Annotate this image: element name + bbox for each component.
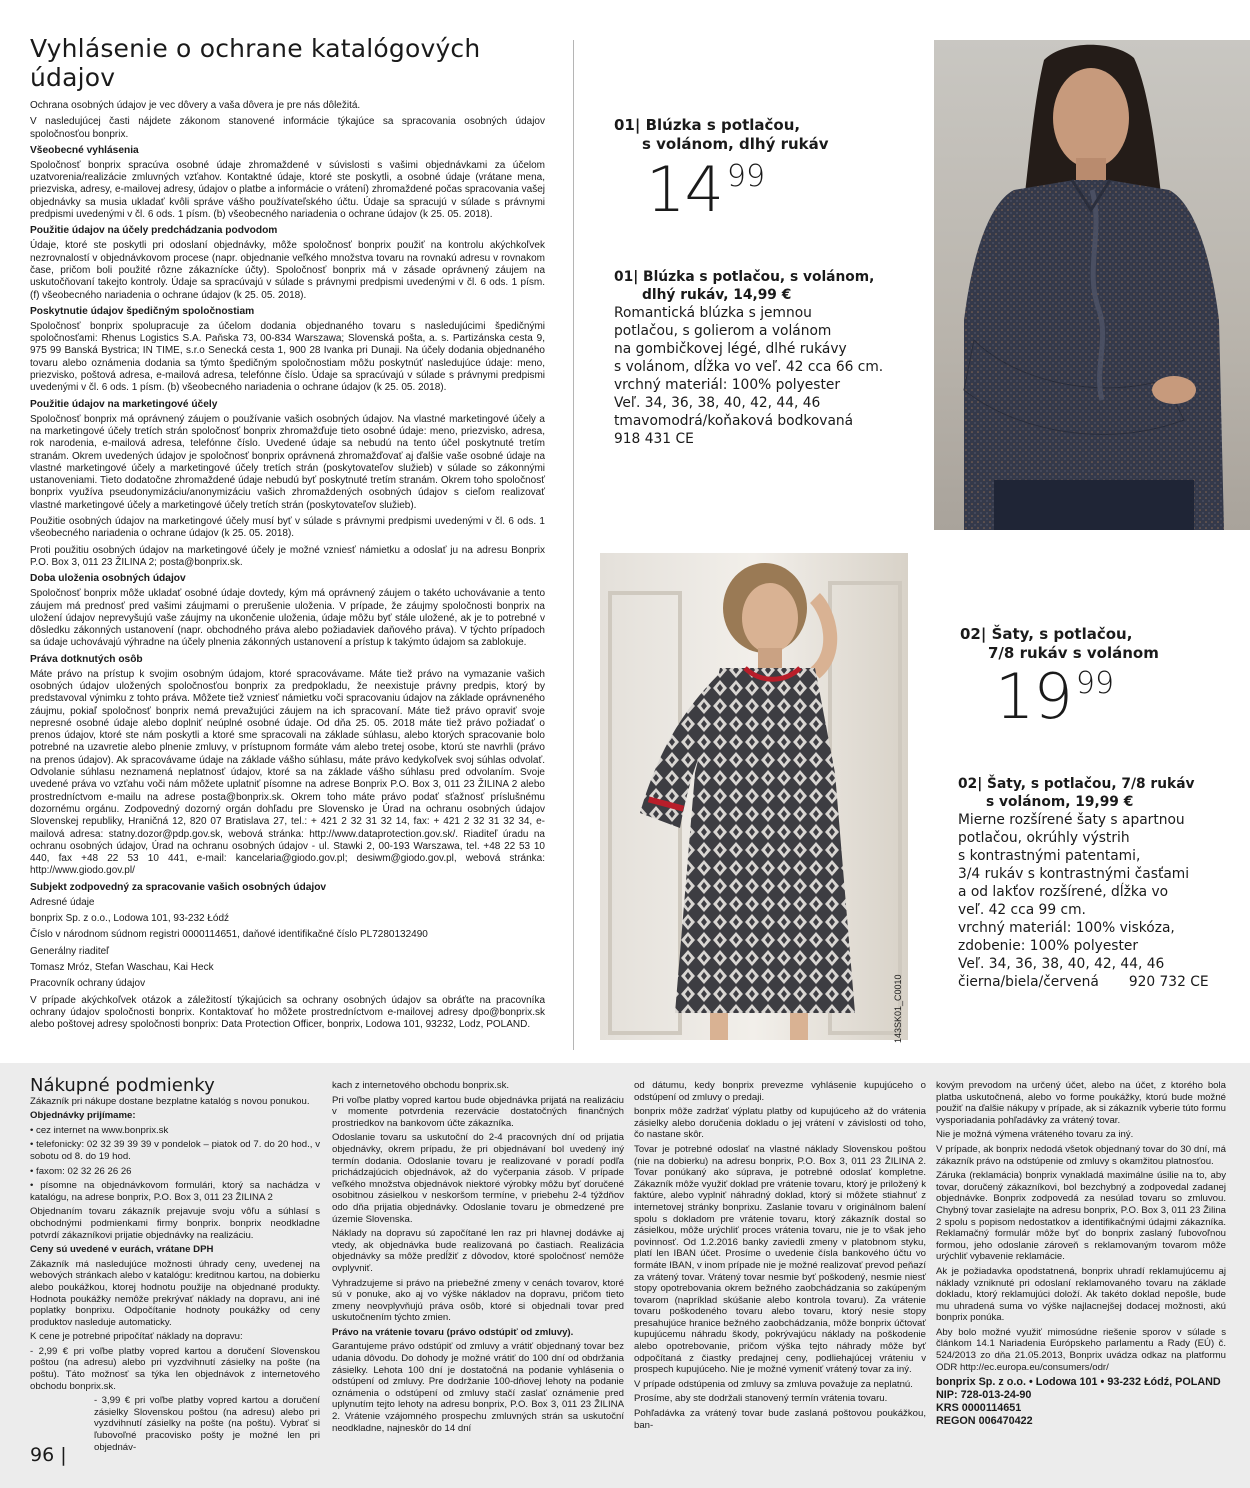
terms-paragraph: Záruka (reklamácia) bonprix vynakladá maximálne úsilie na to, aby tovar, doručený zákazníkovi, bol bezchybný a zodpovedal zadanej objednávke. Bonprix zodpovedá za nesúlad tovaru so zmluvou. Chybný tovar zasielajte na adresu bonprix, P.O. Box 3, 011 23 Žilina 2 spolu s popisom nedostatkov a identifikačnými údajmi zákazníka. Reklamačný formulár môže byť do bonprix zaslaný ľubovoľnou formou, jeho odoslanie zároveň s reklamovaným tovarom môže urýchliť vybavenie reklamácie.	[936, 1170, 1226, 1263]
photo-code	[893, 955, 907, 1045]
headline-line: s volánom, dlhý rukáv	[642, 135, 829, 153]
terms-column-3	[634, 1080, 926, 1434]
section-text: Máte právo na prístup k svojim osobným údajom, ktoré spracovávame. Máte tiež právo na vymazanie vašich osobných údajov uložených spoločnosťou bonprix za predpokladu, že neexistuje právny predpis, ktorý by predstavoval výnimku z tohto práva. Môžete tiež vzniesť námietku voči spracovaniu údajov na základe oprávneného záujmu, pokiaľ spoločnosť bonprix nemá prevažujúci záujem na ich spracovaní. Máte tiež právo opraviť svoje nepresné osobné údaje alebo doplniť neúplné osobné údaje. Od dňa 25. 05. 2018 máte tiež právo požiadať o prenos údajov, ktoré ste nám poskytli a ktoré sme spracovali na základe súhlasu, alebo ktorých spracovanie bolo potrebné na uzavretie alebo plnenie zmluvy, v prístupnom formáte vám alebo tretej osobe, ktorú ste navrhli (právo na prenos údajov). Ak spracovávame údaje na základe vášho súhlasu, máte právo kedykoľvek svoj súhlas odvolať. Odvolanie súhlasu neznamená neplatnosť údajov, ktoré sa na základe vášho súhlasu pred odvolaním. Svoje uvedené práva vo vzťahu voči nám môžete uplatniť písomne na adrese Bonprix P.O. Box 3, 011 23 ŽILINA 2 alebo prostredníctvom e-mailu na adrese posta@bonprix.sk. Okrem toho máte právo podať sťažnosť príslušnému dozornému orgánu. Zodpovedný dozorný orgán dohľadu pre Slovensko je Úrad na ochranu osobných údajov Slovenskej republiky, Hraničná 12, 820 07 Bratislava 27, tel.: + 421 2 32 31 32 14, fax: + 421 2 32 31 32 34, e-mailová adresa: statny.dozor@pdp.gov.sk, webová stránka: http://www.dataprotection.gov.sk/. Riaditeľ úradu na ochranu osobných údajov, Úrad na ochranu osobných údajov - ul. Stawki 2, 00-193 Warszawa, tel. +48 22 53 10 440, fax +48 22 53 10 441, e-mail: kancelaria@giodo.gov.pl; desiwm@giodo.gov.pl, webová stránka: http://www.giodo.gov.pl/	[30, 668, 545, 877]
price-cents: 99	[726, 159, 766, 194]
desc-line: vrchný materiál: 100% polyester	[614, 377, 841, 393]
field-label: Pracovník ochrany údajov	[30, 978, 146, 990]
terms-paragraph: Náklady na dopravu sú započítané len raz pri hlavnej dodávke aj vtedy, ak objednávka bude realizovaná po častiach. Realizácia objednávky sa môže predĺžiť z dôvodov, ktoré spoločnosť nemôže ovplyvniť.	[332, 1228, 624, 1274]
desc-line	[958, 973, 1248, 991]
section-heading: Práva dotknutých osôb	[30, 653, 143, 665]
product1-price	[646, 153, 766, 226]
product-number: 01	[614, 116, 635, 134]
field-value: bonprix Sp. z o.o., Lodowa 101, 93-232 Łódź	[30, 913, 230, 925]
terms-column-1	[30, 1075, 320, 1456]
field-value: Tomasz Mróz, Stefan Waschau, Kai Heck	[30, 961, 214, 973]
terms-paragraph: od dátumu, kedy bonprix prevezme vyhlásenie kupujúceho o odstúpení od zmluvy o predaji.	[634, 1080, 926, 1103]
terms-paragraph: Objednaním tovaru zákazník prejavuje svoju vôľu a súhlasí s obchodnými podmienkami firmy bonprix. bonprix neodkladne potvrdí zákazníkovi prijatie objednávky na realizáciu.	[30, 1206, 320, 1241]
terms-paragraph: Nie je možná výmena vráteného tovaru za iný.	[936, 1129, 1134, 1141]
price-main: 19	[995, 660, 1072, 733]
terms-paragraph: bonprix môže zadržať výplatu platby od kupujúceho až do vrátenia zásielky alebo doručenia dokladu o jej vrátení v závislosti od toho, čo nastane skôr.	[634, 1106, 926, 1141]
product2-photo	[600, 553, 908, 1040]
desc-line: 918 431 CE	[614, 431, 694, 447]
terms-paragraph: Pri voľbe platby vopred kartou bude objednávka prijatá na realizáciu v momente potvrdenia rezervácie dostatočných finančných prostriedkov na bankovom účte zákazníka.	[332, 1094, 624, 1129]
desc-title: Blúzka s potlačou, s volánom,	[643, 269, 875, 285]
desc-line: veľ. 42 cca 99 cm.	[958, 902, 1086, 918]
terms-paragraph: Zákazník má nasledujúce možnosti úhrady ceny, uvedenej na webových stránkach alebo v katalógu: kreditnou kartou, na dobierku alebo poukážkou, ktorej hodnotu použije na objednané produkty. Hodnota poukážky nemôže prekrývať náklady na dopravu, ani iné poplatky bonprixu. Odpočítanie hodnoty poukážky od ceny produktov nasleduje automaticky.	[30, 1258, 320, 1328]
desc-line: Veľ. 34, 36, 38, 40, 42, 44, 46	[614, 395, 821, 411]
column-divider	[573, 40, 574, 1050]
company-line: NIP: 728-013-24-90	[936, 1389, 1032, 1402]
desc-line: tmavomodrá/koňaková bodkovaná	[614, 413, 854, 429]
price-main: 14	[646, 153, 723, 226]
section-text: Proti použitiu osobných údajov na marketingové účely je možné vzniesť námietku a odoslať ju na adresu Bonprix P.O. Box 3, 011 23 ŽILINA 2; posta@bonprix.sk.	[30, 544, 545, 568]
terms-paragraph: • písomne na objednávkovom formulári, ktorý sa nachádza v katalógu, na adrese bonprix, P.O. Box 3, 011 23 ŽILINA 2	[30, 1180, 320, 1203]
desc-line: potlačou, okrúhly výstrih	[958, 830, 1130, 846]
terms-paragraph: V prípade odstúpenia od zmluvy sa zmluva považuje za neplatnú.	[634, 1378, 913, 1390]
terms-paragraph: - 2,99 € pri voľbe platby vopred kartou a doručení Slovenskou poštou (na adresu) alebo pri vyzdvihnutí zásielky na pošte (na poštu). Táto možnosť sa týka len objednávok z internetového obchodu bonprix.sk.	[30, 1345, 320, 1392]
privacy-statement	[30, 34, 545, 1035]
privacy-title: Vyhlásenie o ochrane katalógových údajov	[30, 34, 481, 92]
desc-line: Mierne rozšírené šaty s apartnou	[958, 812, 1185, 828]
field-label: Generálny riaditeľ	[30, 945, 110, 957]
product2-price	[995, 660, 1115, 733]
headline-line: Šaty, s potlačou,	[991, 625, 1133, 643]
product-number: 02	[960, 625, 981, 643]
field-label: Adresné údaje	[30, 896, 95, 908]
desc-line: Veľ. 34, 36, 38, 40, 42, 44, 46	[958, 956, 1165, 972]
section-text: Spoločnosť bonprix spolupracuje za účelom dodania objednaného tovaru s nasledujúcimi špedičnými spoločnosťami: Rhenus Logistics S.A. Paňska 73, 00-834 Warszawa; Slovenská pošta, a. s. Partizánska cesta 9, 975 99 Banská Bystrica; IN TIME, s.r.o Senecká cesta 1, 900 28 Ivanka pri Dunaji. Na účely dodania objednaného tovaru alebo oznámenia dodania sa týmto špedičným spoločnostiam môžu poskytnúť nasledujúce údaje: meno, priezvisko, poštová adresa, e-mailová adresa, telefónne číslo. Údaje sa spracúvajú v súlade s právnymi predpismi uvedenými v čl. 6 ods. 1 písm. (b) všeobecného nariadenia o ochrane údajov (k 25. 05. 2018).	[30, 320, 545, 394]
terms-column-4	[936, 1080, 1226, 1428]
privacy-intro: V nasledujúcej časti nájdete zákonom stanovené informácie týkajúce sa spracovania osobných údajov spoločnosťou bonprix.	[30, 116, 545, 140]
product1-photo	[934, 40, 1250, 530]
field-value: V prípade akýchkoľvek otázok a záležitostí týkajúcich sa ochrany osobných údajov sa obráťte na pracovníka ochrany údajov spoločnosti bonprix. Kontaktovať ho môžete prostredníctvom e-mailovej adresy dpo@bonprix.sk alebo poštovej adresy spoločnosti bonprix: Data Protection Officer, bonprix, Lodowa 101, 93232, Lodz, POLAND.	[30, 994, 545, 1031]
desc-line: vrchný materiál: 100% viskóza,	[958, 920, 1175, 936]
company-info	[936, 1376, 1226, 1428]
terms-paragraph: Aby bolo možné využiť mimosúdne riešenie sporov v súlade s článkom 14.1 Nariadenia Európskeho parlamentu a Rady (EÚ) č. 524/2013 zo dňa 21.05.2013, Bonprix uvádza odkaz na platformu ODR http://ec.europa.eu/consumers/odr/	[936, 1326, 1226, 1373]
desc-title: Šaty, s potlačou, 7/8 rukáv	[987, 776, 1195, 792]
desc-line: na gombičkovej légé, dlhé rukávy	[614, 341, 847, 357]
desc-line: zdobenie: 100% polyester	[958, 938, 1139, 954]
terms-paragraph: • faxom: 02 32 26 26 26	[30, 1165, 132, 1177]
section-heading: Použitie údajov na účely predchádzania podvodom	[30, 225, 278, 237]
headline-line: Blúzka s potlačou,	[645, 116, 801, 134]
terms-paragraph: kach z internetového obchodu bonprix.sk.	[332, 1080, 510, 1091]
price-cents: 99	[1075, 666, 1115, 701]
desc-title: dlhý rukáv, 14,99 €	[642, 287, 792, 303]
desc-title: s volánom, 19,99 €	[986, 794, 1134, 810]
section-heading: Doba uloženia osobných údajov	[30, 573, 186, 585]
company-line: REGON 006470422	[936, 1415, 1033, 1428]
product2-headline: 02| Šaty, s potlačou, 7/8 rukáv s volánom	[960, 625, 1200, 663]
company-line: bonprix Sp. z o.o. • Lodowa 101 • 93-232 Łódź, POLAND	[936, 1376, 1221, 1389]
desc-line: s kontrastnými patentami,	[958, 848, 1141, 864]
product2-description: 02| Šaty, s potlačou, 7/8 rukáv s volánom, 19,99 € Mierne rozšírené šaty s apartnou potlačou, okrúhly výstrih s kontrastnými patentami, 3/4 rukáv s kontrastnými časťami a od lakťov rozšírené, dĺžka vo veľ. 42 cca 99 cm. vrchný materiál: 100% viskóza, zdobenie: 100% polyester Veľ. 34, 36, 38, 40, 42, 44, 46 čierna/biela/červená 920 732 CE	[958, 775, 1248, 991]
terms-paragraph: Ak je požiadavka opodstatnená, bonprix uhradí reklamujúcemu aj náklady vzniknuté pri odoslaní reklamovaného tovaru na základe dokladu, ktorý reklamujúci doloží. Ak takéto doklad nepošle, bude mu uhradená suma vo výške najlacnejšej dodacej možnosti, akú bonprix ponúka.	[936, 1265, 1226, 1324]
desc-line: Romantická blúzka s jemnou	[614, 305, 812, 321]
product-number: 01	[614, 269, 634, 285]
terms-paragraph: • cez internet na www.bonprix.sk	[30, 1124, 169, 1136]
company-line: KRS 0000114651	[936, 1402, 1022, 1415]
privacy-intro: Ochrana osobných údajov je vec dôvery a vaša dôvera je pre nás dôležitá.	[30, 100, 361, 111]
terms-paragraph: Odoslanie tovaru sa uskutoční do 2-4 pracovných dní od prijatia objednávky, okrem prípadu, že pri objednávaní bol uvedený iný termín dodania. Odoslanie tovaru je realizované v poradí podľa prichádzajúcich objednávok, až do vyčerpania zásob. V prípade veľkého množstva objednávok niektoré výrobky môžu byť doručené osobitnou zásielkou v neskoršom termíne, v priebehu 2-4 týždňov odo dňa prijatia objednávky. Odoslanie tovaru je obmedzené pre územie Slovenska.	[332, 1132, 624, 1225]
product-number: 02	[958, 776, 978, 792]
page-number-text: 96	[30, 1444, 55, 1466]
terms-paragraph: - 3,99 € pri voľbe platby vopred kartou a doručení zásielky Slovenskou poštou (na adresu) alebo pri vyzdvihnutí zásielky na pošte (na poštu). Vybrať si ľubovoľné pracovisko pošty je možné len pri objednáv-	[94, 1395, 320, 1453]
terms-column-2	[332, 1080, 624, 1437]
terms-paragraph: Vyhradzujeme si právo na priebežné zmeny v cenách tovarov, ktoré sú v ponuke, ako aj vo výške nákladov na dopravu, pričom tieto zmeny neovplyvňujú práva osôb, ktoré si objednali tovar pred uskutočnením týchto zmien.	[332, 1277, 624, 1324]
desc-line: 3/4 rukáv s kontrastnými časťami	[958, 866, 1190, 882]
color-value: čierna/biela/červená	[958, 974, 1099, 990]
terms-heading: Právo na vrátenie tovaru (právo odstúpiť od zmluvy).	[332, 1326, 574, 1338]
terms-paragraph: Zákazník pri nákupe dostane bezplatne katalóg s novou ponukou.	[30, 1095, 310, 1107]
article-code: 920 732 CE	[1128, 974, 1209, 990]
product1-description: 01| Blúzka s potlačou, s volánom, dlhý rukáv, 14,99 € Romantická blúzka s jemnou potlačou, s golierom a volánom na gombičkovej légé, dlhé rukávy s volánom, dĺžka vo veľ. 42 cca 66 cm. vrchný materiál: 100% polyester Veľ. 34, 36, 38, 40, 42, 44, 46 tmavomodrá/koňaková bodkovaná 918 431 CE	[614, 268, 914, 448]
page-number: 96 |	[30, 1444, 67, 1466]
section-heading: Použitie údajov na marketingové účely	[30, 398, 218, 410]
terms-paragraph: Prosíme, aby ste dodržali stanovený termín vrátenia tovaru.	[634, 1393, 888, 1405]
section-heading: Poskytnutie údajov špedičným spoločnostiam	[30, 305, 255, 317]
section-heading: Všeobecné vyhlásenia	[30, 144, 139, 156]
terms-title: Nákupné podmienky	[30, 1075, 215, 1096]
terms-paragraph: Pohľadávka za vrátený tovar bude zaslaná poštovou poukážkou, ban-	[634, 1408, 926, 1431]
desc-line: potlačou, s golierom a volánom	[614, 323, 832, 339]
terms-paragraph: • telefonicky: 02 32 39 39 39 v pondelok – piatok od 7. do 20 hod., v sobotu od 8. do 19 hod.	[30, 1139, 320, 1162]
section-text: Spoločnosť bonprix môže ukladať osobné údaje dovtedy, kým má oprávnený záujem o takéto uchovávanie a tento záujem má prednosť pred vašimi záujmami o prerušenie uloženia. V prípade, že záujmy spoločnosti bonprix na uložení údajov neprevyšujú vaše záujmy na ukončenie uloženia, údaje môžu byť stále uložené, ak je to potrebné v dôsledku zákonných ustanovení (napr. obchodného práva alebo požiadaviek daňového práva). V týchto prípadoch sa údaje uchovávajú výhradne na účely plnenia zákonných ustanovení a prístup k takýmto údajom sa zablokuje.	[30, 588, 545, 649]
terms-paragraph: Garantujeme právo odstúpiť od zmluvy a vrátiť objednaný tovar bez udania dôvodu. Do dohody je možné vrátiť do 100 dní od obdržania zásielky. Lehota 100 dní je dostatočná na podanie vyhlásenia o odstúpení od zmluvy. Pre dodržanie 100-dňovej lehoty na podanie oznámenia o odstúpení od zmluvy stačí zaslať oznámenie pred uplynutím tejto lehoty na adresu bonprix, P.O. Box 3, 011 23 ŽILINA 2. Vrátenie vzájomného prospechu zmluvných strán sa uskutoční neodkladne, najneskôr do 14 dní	[332, 1341, 624, 1434]
section-text: Spoločnosť bonprix má oprávnený záujem o používanie vašich osobných údajov. Na vlastné marketingové účely a na marketingové účely tretích strán spoločnosť bonprix zhromažďuje tieto osobné údaje: meno, priezvisko, adresa, rok narodenia, e-mailová adresa, telefónne číslo. Uvedené údaje sa nebudú na tento účel poskytnuté tretím stranám. Okrem uvedených údajov je spoločnosť bonprix oprávnená zhromažďovať aj ďalšie vaše osobné údaje na vlastné marketingové účely a marketingové účely tretích strán (poskytovateľov služieb) v súlade so zákonnými ustanoveniami. Tieto dodatočne zhromaždené údaje nebudú byť poskytnuté tretím stranám. Okrem toho spoločnosť bonprix využíva pseudonymizáciu/anonymizáciu vašich zhromaždených osobných údajov s cieľom realizovať vlastné marketingové účely a marketingové účely tretích strán (poskytovateľov služieb).	[30, 413, 545, 511]
product1-headline: 01| Blúzka s potlačou, s volánom, dlhý rukáv	[614, 116, 854, 154]
section-text: Použitie osobných údajov na marketingové účely musí byť v súlade s právnymi predpismi uvedenými v čl. 6 ods. 1 všeobecného nariadenia o ochrane údajov (k 25. 05. 2018).	[30, 516, 545, 540]
terms-heading: Objednávky prijímame:	[30, 1110, 136, 1122]
terms-paragraph: V prípade, ak bonprix nedodá všetok objednaný tovar do 30 dní, má zákazník právo na odstúpenie od zmluvy s okamžitou platnosťou.	[936, 1143, 1226, 1167]
section-text: Spoločnosť bonprix spracúva osobné údaje zhromaždené v súvislosti s vašimi objednávkami za účelom uzatvorenia/realizácie zmluvných vzťahov. Kontaktné údaje, ktoré ste poskytli, a osobné údaje (vrátane mena, priezviska, adresy, e-mailovej adresy, údajov o platbe a informácie o vrátení) zhromaždené počas spracovania vašej objednávky sa musia ukladať kvôli správe vášho používateľského účtu. Údaje sa spracujú v súlade s právnymi predpismi uvedenými v čl. 6 ods. 1 písm. (b) všeobecného nariadenia o ochrane údajov (k 25. 05. 2018).	[30, 159, 545, 221]
terms-heading: Ceny sú uvedené v eurách, vrátane DPH	[30, 1244, 214, 1256]
desc-line: s volánom, dĺžka vo veľ. 42 cca 66 cm.	[614, 359, 884, 375]
terms-paragraph: kovým prevodom na určený účet, alebo na účet, z ktorého bola platba uskutočnená, alebo vo forme poukážky, ktorú bude možné použiť na ďalšie nákupy v prípade, ak si zákazník vyberie túto formu vysporiadania pohľadávky za vrátený tovar.	[936, 1080, 1226, 1126]
photo-code-text: 143SK01_C0010	[893, 974, 903, 1043]
section-text: Údaje, ktoré ste poskytli pri odoslaní objednávky, môže spoločnosť bonprix použiť na kontrolu akýchkoľvek nezrovnalostí v objednávkovom procese (napr. objednanie veľkého množstva tovaru na rovnakú adresu v rovnakom čase, pričom boli použité rôzne zákaznícke účty). Spoločnosť bonprix má v zásade oprávnený záujem na uskutočňovaní takejto kontroly. Údaje sa spracúvajú v súlade s právnymi predpismi uvedenými v čl. 6 ods. 1 písm. (f) všeobecného nariadenia o ochrane údajov (k 25. 05. 2018).	[30, 240, 545, 301]
terms-paragraph: K cene je potrebné pripočítať náklady na dopravu:	[30, 1331, 243, 1343]
terms-paragraph: Tovar je potrebné odoslať na vlastné náklady Slovenskou poštou (nie na dobierku) na adresu bonprix, P.O. Box 3, 011 23 ŽILINA 2. Tovar ponúkaný ako súprava, je potrebné odoslať kompletne. Zákazník môže využiť doklad pre vrátenie tovaru, ktorý je priložený k faktúre, alebo vyplniť náhradný doklad, ktorý si môžete stiahnuť z internetovej stránky bonprixu. Zaslanie tovaru v originálnom balení spolu s dokladom pre vrátenie tovaru, ktorý zákazník dostal so zásielkou, môže urýchliť proces vrátenia tovaru, nie je to však jeho povinnosť. Od 1.2.2016 banky zaviedli zmeny v platobnom styku, platí len IBAN účet. Prosíme o uvedenie čísla bankového účtu vo formáte IBAN, v inom prípade nie je možné realizovať prevod peňazí za vrátený tovar. Vrátený tovar nesmie byť poškodený, nesmie niesť stopy opotrebovania okrem bežného zaobchádzania so zakúpeným tovarom (napríklad skúšanie alebo kontrola tovaru). Za vrátenie tovaru poškodeného tovaru alebo tovaru, ktorý nesie stopy presahujúce hranice bežného zaobchádzania, môže bonprix účtovať kupujúcemu náhradu škody, pokrývajúcu náklady na poškodenie alebo opotrebovanie, pričom výška tejto náhrady môže byť odpočítaná z čiastky predajnej ceny, podliehajúcej vráteniu v prospech kupujúceho. Nie je možné vymeniť vrátený tovar za iný.	[634, 1143, 926, 1376]
headline-line: 7/8 rukáv s volánom	[988, 644, 1159, 662]
field-value: Číslo v národnom súdnom registri 0000114651, daňové identifikačné číslo PL7280132490	[30, 929, 428, 941]
section-heading: Subjekt zodpovedný za spracovanie vašich osobných údajov	[30, 881, 327, 893]
desc-line: a od lakťov rozšírené, dĺžka vo	[958, 884, 1169, 900]
